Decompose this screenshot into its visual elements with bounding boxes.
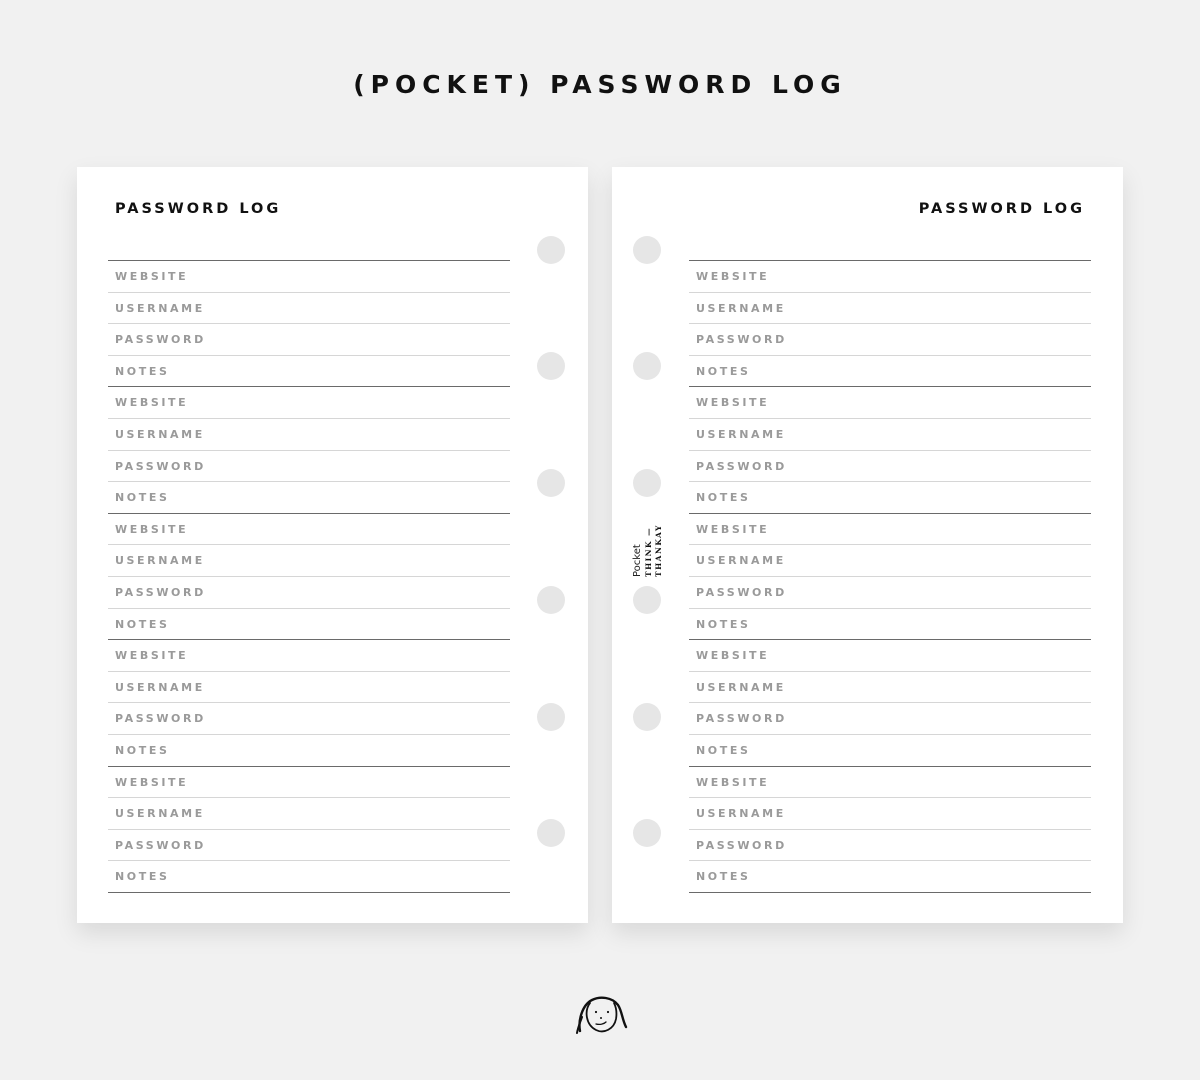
brand-size-label: Pocket [632,544,643,577]
field-label: PASSWORD [696,459,787,473]
field-label: WEBSITE [115,775,189,789]
field-row[interactable] [689,767,1091,799]
field-label: PASSWORD [696,333,787,347]
field-label: PASSWORD [696,838,787,852]
binder-hole [633,469,661,497]
field-label: NOTES [696,364,751,378]
field-label: NOTES [115,491,170,505]
binder-hole [633,703,661,731]
field-label: WEBSITE [696,270,770,283]
field-row[interactable] [689,514,1091,546]
right-entry-list [689,260,1091,893]
brand-name-line1: THINK — [644,526,653,577]
field-label: NOTES [115,364,170,378]
field-label: NOTES [696,491,751,505]
field-label: WEBSITE [696,396,770,410]
field-row[interactable] [108,672,510,704]
field-label: WEBSITE [115,649,189,663]
field-row[interactable] [689,356,1091,388]
field-row[interactable] [689,672,1091,704]
binder-hole [633,352,661,380]
binder-hole [633,236,661,264]
field-label: WEBSITE [115,270,189,283]
field-row[interactable] [108,609,510,641]
field-label: USERNAME [115,301,205,315]
field-label: USERNAME [115,427,205,441]
binder-hole [537,703,565,731]
field-row[interactable] [689,609,1091,641]
field-row[interactable] [108,798,510,830]
field-label: USERNAME [696,554,786,568]
field-row[interactable] [108,261,510,293]
binder-hole [537,819,565,847]
field-label: USERNAME [115,680,205,694]
left-entry-list [108,260,510,893]
left-planner-page [77,167,588,923]
field-row[interactable] [108,356,510,388]
field-row[interactable] [689,293,1091,325]
field-row[interactable] [108,514,510,546]
field-row[interactable] [108,735,510,767]
field-label: NOTES [696,617,751,631]
field-label: USERNAME [115,807,205,821]
field-row[interactable] [108,387,510,419]
field-row[interactable] [689,640,1091,672]
field-label: PASSWORD [696,585,787,599]
field-label: NOTES [115,617,170,631]
field-row[interactable] [108,545,510,577]
field-row[interactable] [689,324,1091,356]
field-row[interactable] [108,419,510,451]
field-row[interactable] [108,861,510,893]
field-label: USERNAME [696,301,786,315]
field-label: NOTES [115,870,170,884]
page-title: (POCKET) PASSWORD LOG [353,70,847,99]
brand-mark [632,515,672,585]
field-row[interactable] [689,482,1091,514]
binder-hole [633,586,661,614]
field-label: WEBSITE [696,522,770,536]
field-row[interactable] [108,577,510,609]
field-row[interactable] [689,577,1091,609]
field-row[interactable] [689,830,1091,862]
field-row[interactable] [689,861,1091,893]
field-label: WEBSITE [696,775,770,789]
field-label: PASSWORD [696,712,787,726]
field-label: PASSWORD [115,838,206,852]
right-page-title: PASSWORD LOG [918,201,1085,217]
field-row[interactable] [689,387,1091,419]
field-row[interactable] [689,735,1091,767]
field-label: PASSWORD [115,333,206,347]
field-label: PASSWORD [115,585,206,599]
binder-hole [537,352,565,380]
field-label: WEBSITE [696,649,770,663]
field-label: USERNAME [696,427,786,441]
field-label: PASSWORD [115,712,206,726]
field-label: NOTES [115,743,170,757]
field-label: PASSWORD [115,459,206,473]
field-row[interactable] [689,798,1091,830]
field-row[interactable] [689,419,1091,451]
field-label: USERNAME [115,554,205,568]
field-label: WEBSITE [115,522,189,536]
left-page-title: PASSWORD LOG [115,201,282,217]
face-doodle-icon [574,993,628,1035]
field-label: WEBSITE [115,396,189,410]
field-row[interactable] [689,451,1091,483]
field-row[interactable] [108,293,510,325]
binder-hole [633,819,661,847]
field-row[interactable] [108,703,510,735]
field-row[interactable] [108,324,510,356]
field-row[interactable] [689,703,1091,735]
field-row[interactable] [689,261,1091,293]
field-row[interactable] [108,451,510,483]
field-label: USERNAME [696,807,786,821]
field-row[interactable] [689,545,1091,577]
binder-hole [537,469,565,497]
field-row[interactable] [108,482,510,514]
brand-name-line2: THANKAY [654,524,663,577]
binder-hole [537,236,565,264]
binder-hole [537,586,565,614]
right-planner-page [612,167,1123,923]
field-row[interactable] [108,767,510,799]
field-label: NOTES [696,870,751,884]
field-row[interactable] [108,830,510,862]
field-label: USERNAME [696,680,786,694]
field-label: NOTES [696,743,751,757]
field-row[interactable] [108,640,510,672]
